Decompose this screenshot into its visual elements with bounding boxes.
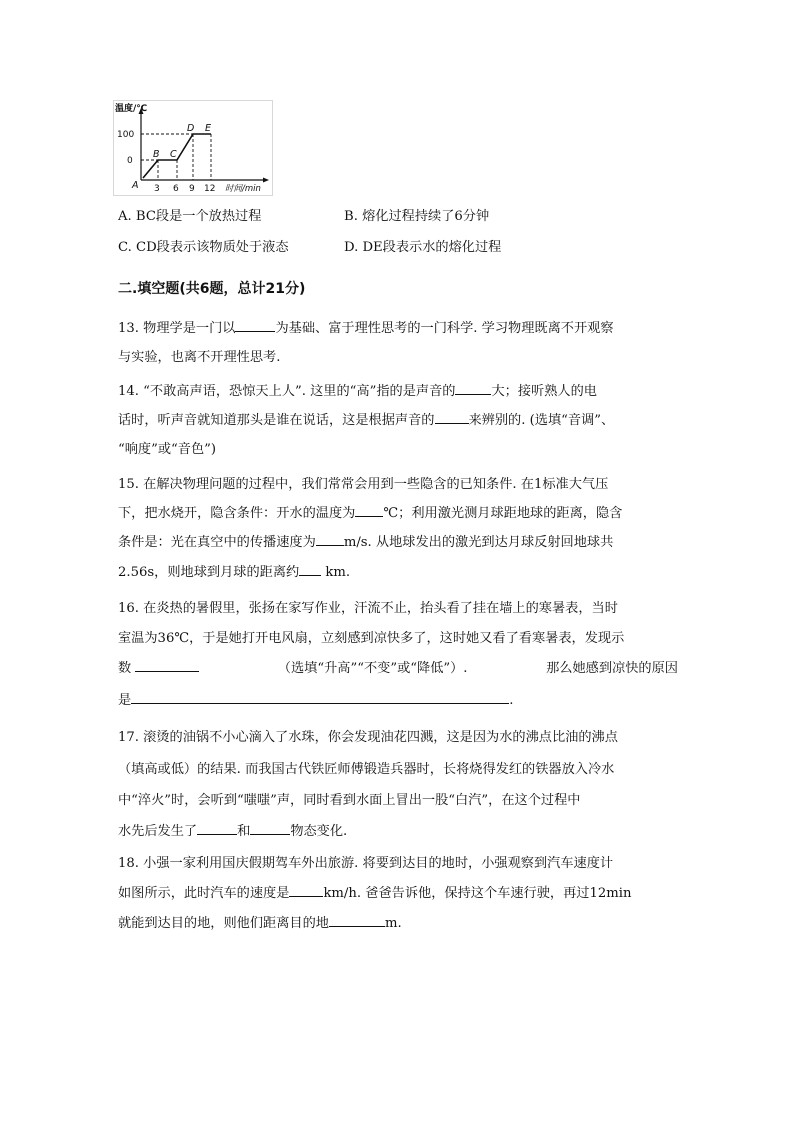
q15-blank-2[interactable] [316, 531, 344, 546]
x-tick-12: 12 [204, 184, 216, 194]
q14-line-1: 14. “不敢高声语，恐惊天上人”. 这里的“高”指的是声音的 大；接听熟人的电 [118, 380, 597, 399]
q18-line-1: 18. 小强一家利用国庆假期驾车外出旅游. 将要到达目的地时，小强观察到汽车速度计 [118, 856, 614, 871]
point-e-label: E [205, 123, 212, 134]
q17-blank-1[interactable] [197, 820, 237, 835]
q14-line-3: “响度”或“音色”) [118, 442, 217, 457]
section-title: 二.填空题(共6题，总计21分) [118, 281, 306, 297]
q15-line-3: 条件是：光在真空中的传播速度为 m/s. 从地球发出的激光到达月球反射回地球共 [118, 531, 613, 550]
q15-line-1: 15. 在解决物理问题的过程中，我们常常会用到一些隐含的已知条件. 在1标准大气压 [118, 477, 609, 492]
q13-line-1: 13. 物理学是一门以 为基础、富于理性思考的一门科学. 学习物理既离不开观察 [118, 317, 614, 336]
x-tick-3: 3 [154, 184, 160, 194]
y-axis-label: 温度/℃ [115, 104, 148, 114]
q15-blank-1[interactable] [355, 502, 383, 517]
q17-line-4: 水先后发生了 和 物态变化. [118, 820, 347, 839]
point-a-label: A [132, 180, 139, 191]
q14-blank-1[interactable] [455, 380, 491, 395]
point-b-label: B [153, 149, 160, 160]
q14-blank-2[interactable] [435, 409, 469, 424]
temperature-time-graph [113, 100, 273, 196]
q17-line-2: （填高或低）的结果. 而我国古代铁匠师傅锻造兵器时，长将烧得发红的铁器放入冷水 [118, 762, 615, 777]
y-tick-100: 100 [117, 130, 135, 140]
q14-line-2: 话时，听声音就知道那头是谁在说话，这是根据声音的 来辨别的. (选填“音调”、 [118, 409, 614, 428]
point-d-label: D [187, 123, 195, 134]
option-c: C. CD段表示该物质处于液态 [118, 240, 289, 255]
x-tick-6: 6 [173, 184, 179, 194]
option-d: D. DE段表示水的熔化过程 [344, 240, 502, 255]
q15-line-2: 下，把水烧开，隐含条件：开水的温度为 ℃；利用激光测月球距地球的距离，隐含 [118, 502, 622, 521]
q16-line-3: 数 （选填“升高”“不变”或“降低”）. 那么她感到凉快的原因 [118, 657, 678, 676]
option-b: B. 熔化过程持续了6分钟 [344, 209, 490, 224]
q17-blank-2[interactable] [250, 820, 290, 835]
y-tick-0: 0 [127, 156, 133, 166]
q13-line-2: 与实验，也离不开理性思考. [118, 350, 281, 365]
x-axis-arrow [263, 178, 269, 183]
q17-line-1: 17. 滚烫的油锅不小心滴入了水珠，你会发现油花四溅，这是因为水的沸点比油的沸点 [118, 730, 618, 745]
q16-blank-1[interactable] [135, 657, 199, 672]
q16-line-2: 室温为36℃，于是她打开电风扇，立刻感到凉快多了，这时她又看了看寒暑表，发现示 [118, 631, 625, 646]
q17-line-3: 中“淬火”时，会听到“嗤嗤”声，同时看到水面上冒出一股“白汽”，在这个过程中 [118, 793, 581, 808]
q16-blank-2[interactable] [131, 689, 509, 704]
q15-line-4: 2.56s，则地球到月球的距离约 km. [118, 561, 350, 580]
q18-blank-2[interactable] [329, 912, 385, 927]
q18-blank-1[interactable] [289, 882, 323, 897]
x-axis-label: 时间/min [225, 184, 261, 194]
q18-line-2: 如图所示，此时汽车的速度是 km/h. 爸爸告诉他，保持这个车速行驶，再过12min [118, 882, 631, 901]
graph-svg [113, 100, 273, 196]
x-tick-9: 9 [189, 184, 195, 194]
option-a: A. BC段是一个放热过程 [118, 209, 262, 224]
point-c-label: C [170, 149, 177, 160]
q16-line-1: 16. 在炎热的暑假里，张扬在家写作业，汗流不止，抬头看了挂在墙上的寒暑表，当时 [118, 601, 618, 616]
q13-blank-1[interactable] [235, 317, 275, 332]
q18-line-3: 就能到达目的地，则他们距离目的地 m. [118, 912, 402, 931]
q15-blank-3[interactable] [299, 561, 321, 576]
q16-line-4: 是 . [118, 689, 513, 708]
